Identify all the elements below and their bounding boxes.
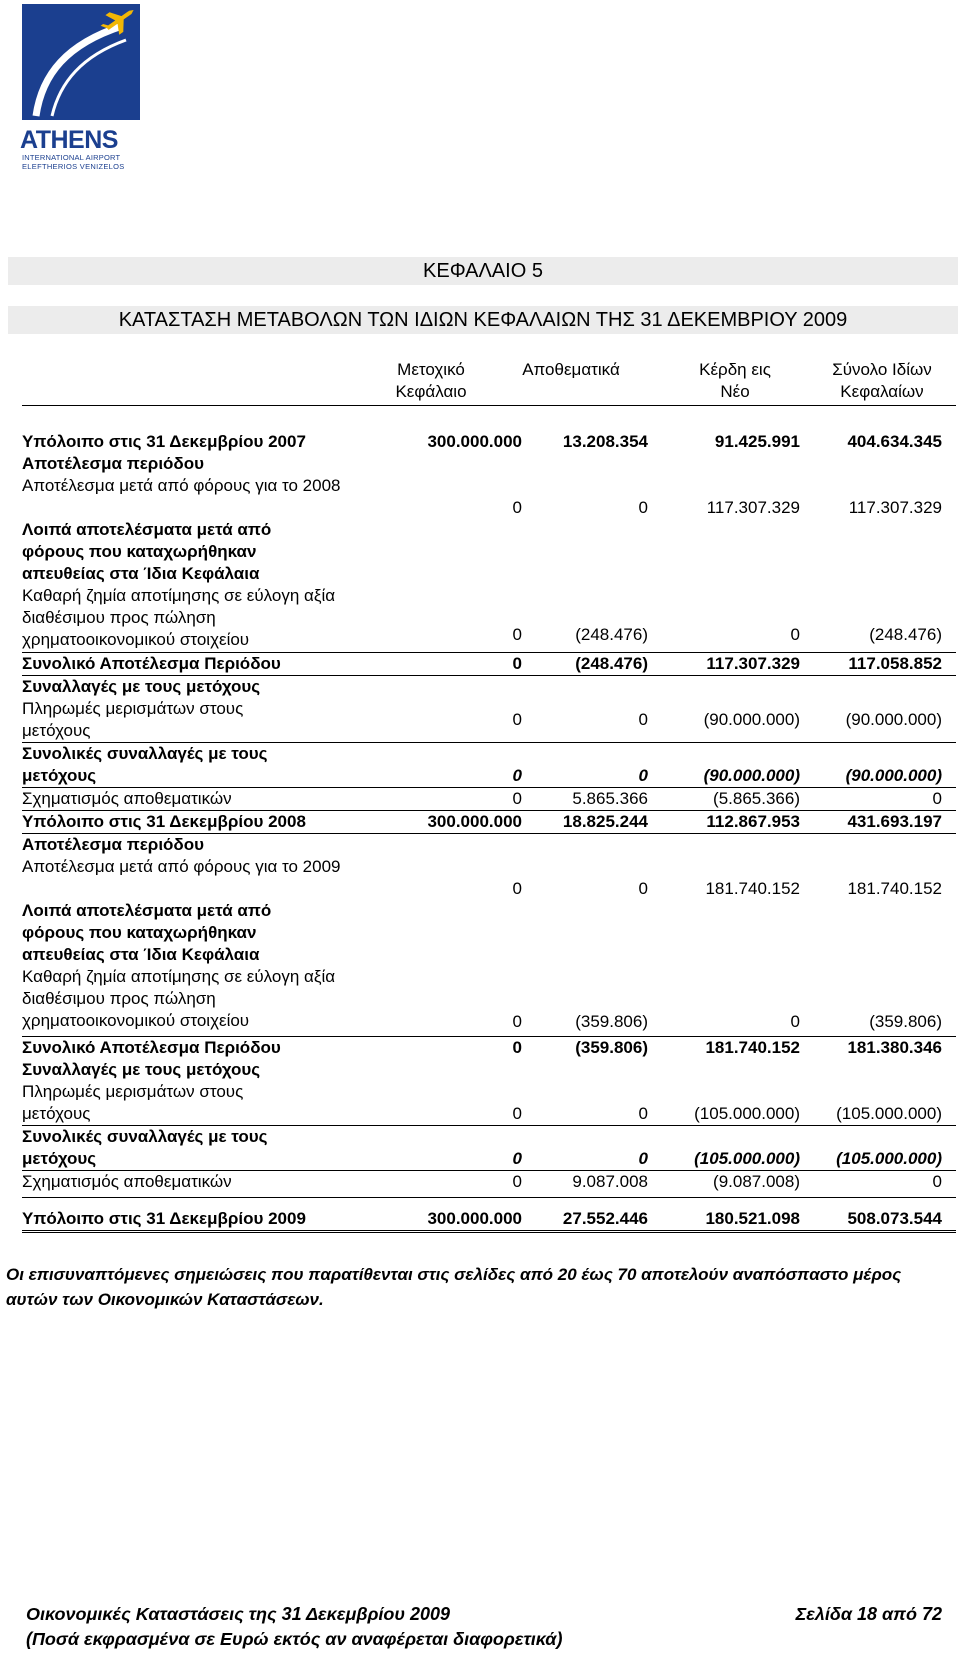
- notes-disclaimer: Οι επισυναπτόμενες σημειώσεις που παρατίθενται στις σελίδες από 20 έως 70 αποτελούν αναπόσπαστο μέρος αυτών των Οικονομικών Καταστάσεων.: [6, 1265, 902, 1309]
- column-header-reserves: Αποθεματικά: [522, 360, 620, 379]
- table-row: Συνολικές συναλλαγές με τους μετόχους 0 0 (105.000.000) (105.000.000): [22, 1125, 956, 1170]
- table-row: Αποτέλεσμα μετά από φόρους για το 2009 0 0 181.740.152 181.740.152: [22, 857, 942, 898]
- table-row: Πληρωμές μερισμάτων στους μετόχους 0 0 (90.000.000) (90.000.000): [22, 699, 942, 740]
- table-row: Υπόλοιπο στις 31 Δεκεμβρίου 2007 300.000.000 13.208.354 91.425.991 404.634.345: [22, 432, 942, 451]
- table-row: Συναλλαγές με τους μετόχους: [22, 675, 956, 698]
- table-row: Συνολικό Αποτέλεσμα Περιόδου 0 (359.806) 181.740.152 181.380.346: [22, 1036, 956, 1059]
- statement-title: ΚΑΤΑΣΤΑΣΗ ΜΕΤΑΒΟΛΩΝ ΤΩΝ ΙΔΙΩΝ ΚΕΦΑΛΑΙΩΝ ΤΗΣ 31 ΔΕΚΕΜΒΡΙΟΥ 2009: [8, 306, 958, 334]
- table-row: Αποτέλεσμα περιόδου: [22, 454, 205, 473]
- footer-currency-note: (Ποσά εκφρασμένα σε Ευρώ εκτός αν αναφέρεται διαφορετικά): [26, 1629, 563, 1649]
- header-divider: [22, 405, 956, 406]
- table-row: Συνολικό Αποτέλεσμα Περιόδου 0 (248.476) 117.307.329 117.058.852: [22, 652, 956, 675]
- table-row: Υπόλοιπο στις 31 Δεκεμβρίου 2008 300.000.000 18.825.244 112.867.953 431.693.197: [22, 810, 956, 834]
- table-row: Αποτέλεσμα μετά από φόρους για το 2008 0 0 117.307.329 117.307.329: [22, 476, 942, 517]
- table-row: Συνολικές συναλλαγές με τους μετόχους 0 0 (90.000.000) (90.000.000): [22, 742, 956, 787]
- chapter-heading: ΚΕΦΑΛΑΙΟ 5: [8, 257, 958, 285]
- logo-name: ATHENS: [20, 126, 118, 154]
- column-header-total-equity: Σύνολο Ιδίων Κεφαλαίων: [832, 360, 932, 401]
- table-row: Αποτέλεσμα περιόδου: [22, 835, 205, 854]
- logo-emblem: [22, 4, 140, 120]
- table-row: Καθαρή ζημία αποτίμησης σε εύλογη αξία διαθέσιμου προς πώληση χρηματοοικονομικού στοιχείου 0 (359.806) 0 (359.806): [22, 967, 942, 1031]
- logo-subtitle-2: ELEFTHERIOS VENIZELOS: [22, 162, 125, 171]
- table-row: Σχηματισμός αποθεματικών 0 5.865.366 (5.865.366) 0: [22, 787, 956, 810]
- footer-page-number: Σελίδα 18 από 72: [795, 1604, 942, 1624]
- table-row: Πληρωμές μερισμάτων στους μετόχους 0 0 (105.000.000) (105.000.000): [22, 1082, 942, 1123]
- logo-subtitle-1: INTERNATIONAL AIRPORT: [22, 153, 121, 162]
- column-header-share-capital: Μετοχικό Κεφάλαιο: [395, 360, 467, 401]
- column-header-retained-earnings: Κέρδη εις Νέο: [699, 360, 771, 401]
- equity-changes-table: [22, 431, 956, 1233]
- table-row: Συναλλαγές με τους μετόχους: [22, 1060, 261, 1079]
- airport-logo: [20, 2, 142, 170]
- table-row: Λοιπά αποτελέσματα μετά από φόρους που καταχωρήθηκαν απευθείας στα Ίδια Κεφάλαια: [22, 520, 272, 583]
- airplane-icon: [22, 4, 140, 120]
- table-row: Λοιπά αποτελέσματα μετά από φόρους που καταχωρήθηκαν απευθείας στα Ίδια Κεφάλαια: [22, 901, 272, 964]
- table-row: Καθαρή ζημία αποτίμησης σε εύλογη αξία διαθέσιμου προς πώληση χρηματοοικονομικού στοιχείου 0 (248.476) 0 (248.476): [22, 586, 942, 649]
- table-row: Σχηματισμός αποθεματικών 0 9.087.008 (9.087.008) 0: [22, 1170, 956, 1197]
- table-row: Υπόλοιπο στις 31 Δεκεμβρίου 2009 300.000.000 27.552.446 180.521.098 508.073.544: [22, 1197, 956, 1233]
- footer-document-title: Οικονομικές Καταστάσεις της 31 Δεκεμβρίου 2009: [26, 1604, 451, 1624]
